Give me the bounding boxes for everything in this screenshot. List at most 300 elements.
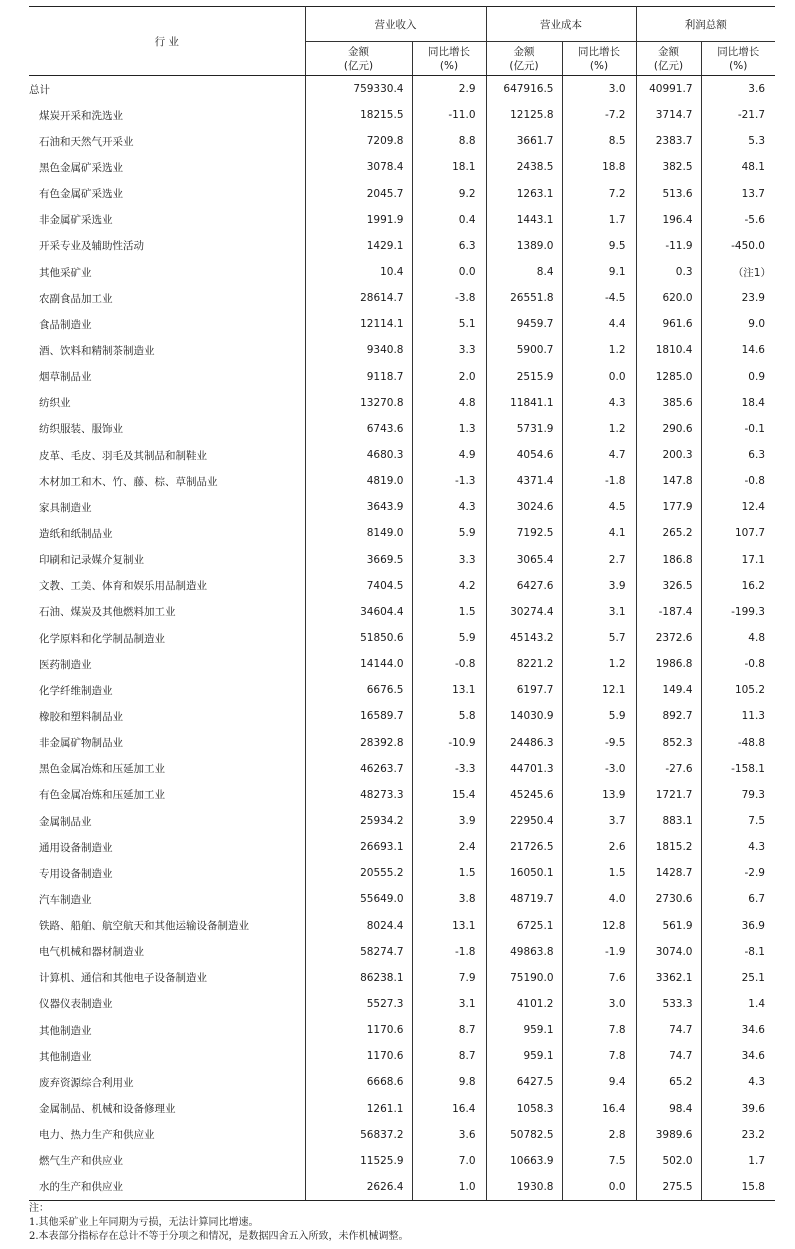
cost-growth-cell: 2.8 (562, 1122, 636, 1148)
revenue-amount-cell: 56837.2 (305, 1122, 412, 1148)
table-row (29, 154, 775, 180)
cost-growth-cell: 4.3 (562, 390, 636, 416)
cost-growth-cell: 4.7 (562, 442, 636, 468)
amount-unit-label: (亿元) (343, 59, 374, 72)
cost-amount-cell: 24486.3 (486, 730, 562, 756)
profit-growth-cell: -0.8 (701, 468, 775, 494)
profit-amount-cell: 186.8 (636, 547, 701, 573)
note-2: 2.本表部分指标存在总计不等于分项之和情况，是数据四舍五入所致，未作机械调整。 (29, 1231, 409, 1243)
revenue-amount-cell: 20555.2 (305, 860, 412, 886)
revenue-growth-cell: 5.9 (412, 625, 486, 651)
revenue-header: 营业收入 (305, 7, 486, 42)
revenue-amount-cell: 8024.4 (305, 913, 412, 939)
profit-growth-cell: 14.6 (701, 337, 775, 363)
profit-growth-cell: -0.8 (701, 651, 775, 677)
revenue-amount-cell: 13270.8 (305, 390, 412, 416)
profit-header: 利润总额 (636, 7, 775, 42)
cost-amount-header (486, 42, 562, 76)
growth-unit-label: (%) (439, 59, 459, 72)
table-row (29, 547, 775, 573)
profit-amount-cell: 533.3 (636, 991, 701, 1017)
revenue-amount-cell: 25934.2 (305, 808, 412, 834)
industry-name-cell: 其他制造业 (39, 1050, 92, 1063)
industry-name-cell: 木材加工和木、竹、藤、棕、草制品业 (39, 475, 218, 488)
profit-amount-cell: 98.4 (636, 1095, 701, 1121)
profit-amount-cell: 2730.6 (636, 886, 701, 912)
industry-name-cell: 文教、工美、体育和娱乐用品制造业 (39, 580, 207, 593)
cost-growth-cell: 9.5 (562, 233, 636, 259)
profit-amount-cell: 326.5 (636, 573, 701, 599)
cost-growth-cell: 1.5 (562, 860, 636, 886)
profit-growth-cell: 48.1 (701, 154, 775, 180)
profit-growth-cell: 23.2 (701, 1122, 775, 1148)
revenue-amount-cell: 5527.3 (305, 991, 412, 1017)
revenue-growth-cell: 5.8 (412, 703, 486, 729)
profit-amount-cell: 852.3 (636, 730, 701, 756)
profit-amount-cell: 2383.7 (636, 128, 701, 154)
cost-growth-cell: 1.2 (562, 416, 636, 442)
cost-amount-cell: 2438.5 (486, 154, 562, 180)
revenue-growth-cell: 4.2 (412, 573, 486, 599)
growth-label: 同比增长 (717, 45, 760, 58)
table-row (29, 1043, 775, 1069)
industry-name-cell: 汽车制造业 (39, 893, 92, 906)
revenue-amount-header (305, 42, 412, 76)
cost-amount-cell: 16050.1 (486, 860, 562, 886)
growth-unit-label: (%) (729, 59, 748, 72)
industry-name-cell: 其他采矿业 (39, 266, 92, 279)
revenue-growth-cell: 5.9 (412, 520, 486, 546)
industry-name-cell: 煤炭开采和洗选业 (39, 109, 123, 122)
revenue-growth-cell: 8.7 (412, 1043, 486, 1069)
revenue-amount-cell: 1170.6 (305, 1017, 412, 1043)
cost-growth-cell: 5.9 (562, 703, 636, 729)
profit-growth-cell: 12.4 (701, 494, 775, 520)
profit-growth-cell: 6.7 (701, 886, 775, 912)
table-row (29, 207, 775, 233)
industry-name-cell: 酒、饮料和精制茶制造业 (39, 344, 155, 357)
profit-growth-cell: （注1） (701, 259, 775, 285)
revenue-amount-cell: 86238.1 (305, 965, 412, 991)
profit-growth-cell: 79.3 (701, 782, 775, 808)
industry-name-cell: 非金属矿采选业 (39, 214, 113, 227)
revenue-growth-cell: 3.3 (412, 547, 486, 573)
revenue-amount-cell: 6668.6 (305, 1069, 412, 1095)
revenue-growth-cell: 15.4 (412, 782, 486, 808)
cost-amount-cell: 6725.1 (486, 913, 562, 939)
revenue-growth-cell: -0.8 (412, 651, 486, 677)
profit-growth-header (701, 42, 775, 76)
table-row (29, 1017, 775, 1043)
table-row (29, 259, 775, 285)
profit-growth-cell: 4.3 (701, 1069, 775, 1095)
table-row (29, 756, 775, 782)
revenue-growth-cell: 6.3 (412, 233, 486, 259)
revenue-growth-cell: 8.7 (412, 1017, 486, 1043)
revenue-amount-cell: 1429.1 (305, 233, 412, 259)
revenue-growth-cell: -3.8 (412, 285, 486, 311)
revenue-amount-cell: 46263.7 (305, 756, 412, 782)
revenue-growth-cell: 1.0 (412, 1174, 486, 1201)
revenue-growth-cell: 4.3 (412, 494, 486, 520)
table-row (29, 677, 775, 703)
cost-amount-cell: 21726.5 (486, 834, 562, 860)
cost-growth-cell: 1.7 (562, 207, 636, 233)
industry-name-cell: 食品制造业 (39, 318, 92, 331)
revenue-amount-cell: 26693.1 (305, 834, 412, 860)
table-row (29, 102, 775, 128)
industry-name-cell: 化学纤维制造业 (39, 684, 113, 697)
cost-amount-cell: 6427.5 (486, 1069, 562, 1095)
cost-amount-cell: 4371.4 (486, 468, 562, 494)
industry-name-cell: 通用设备制造业 (39, 841, 113, 854)
revenue-growth-cell: 7.0 (412, 1148, 486, 1174)
profit-growth-cell: 107.7 (701, 520, 775, 546)
cost-amount-cell: 26551.8 (486, 285, 562, 311)
revenue-amount-cell: 28614.7 (305, 285, 412, 311)
cost-amount-cell: 6197.7 (486, 677, 562, 703)
industry-name-cell: 烟草制品业 (39, 371, 92, 384)
table-row (29, 991, 775, 1017)
revenue-growth-cell: 5.1 (412, 311, 486, 337)
table-row (29, 834, 775, 860)
cost-growth-cell: 5.7 (562, 625, 636, 651)
cost-header: 营业成本 (486, 7, 636, 42)
revenue-growth-cell: -1.3 (412, 468, 486, 494)
table-row (29, 913, 775, 939)
profit-growth-cell: -48.8 (701, 730, 775, 756)
profit-amount-header (636, 42, 701, 76)
table-row (29, 1122, 775, 1148)
profit-amount-cell: 1285.0 (636, 364, 701, 390)
table-row (29, 860, 775, 886)
revenue-amount-cell: 3078.4 (305, 154, 412, 180)
industry-name-cell: 铁路、船舶、航空航天和其他运输设备制造业 (39, 920, 249, 933)
profit-amount-cell: -187.4 (636, 599, 701, 625)
cost-growth-cell: 16.4 (562, 1095, 636, 1121)
revenue-growth-cell: 3.1 (412, 991, 486, 1017)
cost-amount-cell: 75190.0 (486, 965, 562, 991)
profit-growth-cell: -450.0 (701, 233, 775, 259)
cost-growth-cell: -4.5 (562, 285, 636, 311)
revenue-amount-cell: 18215.5 (305, 102, 412, 128)
revenue-growth-cell: 1.5 (412, 599, 486, 625)
cost-amount-cell: 22950.4 (486, 808, 562, 834)
profit-growth-cell: 0.9 (701, 364, 775, 390)
profit-amount-cell: 3362.1 (636, 965, 701, 991)
profit-amount-cell: 385.6 (636, 390, 701, 416)
cost-amount-cell: 49863.8 (486, 939, 562, 965)
cost-amount-cell: 1389.0 (486, 233, 562, 259)
profit-amount-cell: 961.6 (636, 311, 701, 337)
profit-growth-cell: 105.2 (701, 677, 775, 703)
table-row (29, 520, 775, 546)
industry-name-cell: 橡胶和塑料制品业 (39, 710, 123, 723)
profit-amount-cell: 513.6 (636, 181, 701, 207)
cost-growth-cell: 9.4 (562, 1069, 636, 1095)
revenue-growth-cell: 13.1 (412, 677, 486, 703)
profit-amount-cell: 147.8 (636, 468, 701, 494)
revenue-growth-cell: 3.8 (412, 886, 486, 912)
profit-amount-cell: 1810.4 (636, 337, 701, 363)
cost-amount-cell: 45143.2 (486, 625, 562, 651)
cost-growth-cell: 9.1 (562, 259, 636, 285)
industry-name-cell: 专用设备制造业 (39, 867, 113, 880)
industry-name-cell: 有色金属矿采选业 (39, 188, 123, 201)
profit-growth-cell: -0.1 (701, 416, 775, 442)
industry-name-cell: 燃气生产和供应业 (39, 1155, 123, 1168)
revenue-growth-cell: 9.8 (412, 1069, 486, 1095)
revenue-growth-cell: 2.9 (412, 76, 486, 103)
cost-growth-cell: 1.2 (562, 337, 636, 363)
profit-growth-cell: 4.8 (701, 625, 775, 651)
amount-label: 金额 (513, 45, 535, 58)
cost-amount-cell: 50782.5 (486, 1122, 562, 1148)
cost-growth-cell: 0.0 (562, 1174, 636, 1201)
cost-amount-cell: 959.1 (486, 1017, 562, 1043)
revenue-amount-cell: 16589.7 (305, 703, 412, 729)
table-row (29, 808, 775, 834)
table-row (29, 782, 775, 808)
profit-amount-cell: 1986.8 (636, 651, 701, 677)
cost-growth-cell: 4.5 (562, 494, 636, 520)
table-row (29, 468, 775, 494)
profit-growth-cell: 36.9 (701, 913, 775, 939)
revenue-amount-cell: 6676.5 (305, 677, 412, 703)
revenue-amount-cell: 3643.9 (305, 494, 412, 520)
cost-growth-cell: 13.9 (562, 782, 636, 808)
revenue-amount-cell: 12114.1 (305, 311, 412, 337)
industry-name-cell: 计算机、通信和其他电子设备制造业 (39, 972, 207, 985)
industry-name-cell: 总计 (29, 83, 50, 96)
cost-amount-cell: 1443.1 (486, 207, 562, 233)
growth-label: 同比增长 (578, 45, 620, 58)
industry-name-cell: 开采专业及辅助性活动 (39, 240, 144, 253)
profit-amount-cell: 1721.7 (636, 782, 701, 808)
cost-amount-cell: 14030.9 (486, 703, 562, 729)
amount-label: 金额 (348, 45, 369, 58)
revenue-growth-cell: 1.5 (412, 860, 486, 886)
table-row (29, 651, 775, 677)
profit-growth-cell: 7.5 (701, 808, 775, 834)
profit-growth-cell: -199.3 (701, 599, 775, 625)
cost-amount-cell: 6427.6 (486, 573, 562, 599)
profit-amount-cell: -27.6 (636, 756, 701, 782)
amount-unit-label: (亿元) (653, 59, 684, 72)
cost-amount-cell: 45245.6 (486, 782, 562, 808)
table-row (29, 703, 775, 729)
revenue-growth-cell: 18.1 (412, 154, 486, 180)
industry-name-cell: 仪器仪表制造业 (39, 998, 113, 1011)
table-row (29, 599, 775, 625)
cost-amount-cell: 8.4 (486, 259, 562, 285)
cost-growth-cell: 2.6 (562, 834, 636, 860)
industry-name-cell: 黑色金属冶炼和压延加工业 (39, 763, 165, 776)
cost-growth-cell: 3.1 (562, 599, 636, 625)
revenue-amount-cell: 28392.8 (305, 730, 412, 756)
industry-name-cell: 水的生产和供应业 (29, 1174, 305, 1201)
cost-growth-cell: 4.4 (562, 311, 636, 337)
profit-amount-cell: 290.6 (636, 416, 701, 442)
industry-name-cell: 纺织业 (39, 397, 71, 410)
table-row (29, 939, 775, 965)
revenue-amount-cell: 1261.1 (305, 1095, 412, 1121)
table-row (29, 285, 775, 311)
industry-name-cell: 电力、热力生产和供应业 (39, 1129, 155, 1142)
industry-name-cell: 黑色金属矿采选业 (39, 161, 123, 174)
cost-growth-cell: -7.2 (562, 102, 636, 128)
revenue-amount-cell: 9340.8 (305, 337, 412, 363)
cost-growth-cell: 7.5 (562, 1148, 636, 1174)
profit-amount-cell: 265.2 (636, 520, 701, 546)
industry-name-cell: 家具制造业 (39, 501, 92, 514)
table-row (29, 1148, 775, 1174)
profit-amount-cell: 502.0 (636, 1148, 701, 1174)
cost-amount-cell: 10663.9 (486, 1148, 562, 1174)
cost-growth-cell: 12.1 (562, 677, 636, 703)
profit-growth-cell: 17.1 (701, 547, 775, 573)
revenue-growth-cell: -3.3 (412, 756, 486, 782)
cost-growth-cell: 7.8 (562, 1017, 636, 1043)
profit-amount-cell: 382.5 (636, 154, 701, 180)
profit-amount-cell: 149.4 (636, 677, 701, 703)
cost-amount-cell: 3024.6 (486, 494, 562, 520)
profit-amount-cell: 1428.7 (636, 860, 701, 886)
statistics-table-sheet (29, 6, 775, 1244)
cost-amount-cell: 647916.5 (486, 76, 562, 103)
profit-growth-cell: 5.3 (701, 128, 775, 154)
table-header (29, 7, 775, 76)
notes-heading: 注： (29, 1203, 49, 1215)
industry-name-cell: 纺织服装、服饰业 (39, 423, 123, 436)
industry-name-cell: 有色金属冶炼和压延加工业 (39, 789, 165, 802)
table-row (29, 128, 775, 154)
cost-growth-cell: -3.0 (562, 756, 636, 782)
profit-amount-cell: 3074.0 (636, 939, 701, 965)
profit-growth-cell: 25.1 (701, 965, 775, 991)
table-row (29, 1174, 775, 1201)
table-notes (29, 1202, 775, 1244)
cost-growth-cell: 4.1 (562, 520, 636, 546)
revenue-amount-cell: 58274.7 (305, 939, 412, 965)
profit-growth-cell: 34.6 (701, 1017, 775, 1043)
table-row (29, 494, 775, 520)
revenue-growth-cell: 3.9 (412, 808, 486, 834)
revenue-growth-cell: 4.8 (412, 390, 486, 416)
revenue-amount-cell: 1170.6 (305, 1043, 412, 1069)
revenue-amount-cell: 55649.0 (305, 886, 412, 912)
cost-growth-cell: -1.8 (562, 468, 636, 494)
profit-amount-cell: 620.0 (636, 285, 701, 311)
cost-growth-cell: -9.5 (562, 730, 636, 756)
revenue-amount-cell: 2626.4 (305, 1174, 412, 1201)
industry-name-cell: 金属制品、机械和设备修理业 (39, 1103, 176, 1116)
table-row (29, 337, 775, 363)
profit-growth-cell: -8.1 (701, 939, 775, 965)
industry-name-cell: 电气机械和器材制造业 (39, 946, 144, 959)
cost-growth-cell: 7.8 (562, 1043, 636, 1069)
industry-name-cell: 石油、煤炭及其他燃料加工业 (39, 606, 176, 619)
revenue-amount-cell: 1991.9 (305, 207, 412, 233)
profit-amount-cell: 3714.7 (636, 102, 701, 128)
cost-growth-cell: 0.0 (562, 364, 636, 390)
profit-growth-cell: 13.7 (701, 181, 775, 207)
industry-header: 行 业 (29, 7, 305, 76)
profit-growth-cell: 34.6 (701, 1043, 775, 1069)
profit-growth-cell: 3.6 (701, 76, 775, 103)
table-row (29, 390, 775, 416)
revenue-amount-cell: 51850.6 (305, 625, 412, 651)
cost-growth-cell: 3.0 (562, 991, 636, 1017)
cost-amount-cell: 44701.3 (486, 756, 562, 782)
profit-growth-cell: -5.6 (701, 207, 775, 233)
profit-growth-cell: -2.9 (701, 860, 775, 886)
profit-amount-cell: 275.5 (636, 1174, 701, 1201)
cost-growth-cell: -1.9 (562, 939, 636, 965)
amount-label: 金额 (658, 45, 679, 58)
cost-amount-cell: 4054.6 (486, 442, 562, 468)
cost-amount-cell: 3661.7 (486, 128, 562, 154)
cost-amount-cell: 8221.2 (486, 651, 562, 677)
profit-amount-cell: 74.7 (636, 1043, 701, 1069)
industry-name-cell: 废弃资源综合利用业 (39, 1076, 134, 1089)
revenue-growth-cell: 16.4 (412, 1095, 486, 1121)
profit-amount-cell: 1815.2 (636, 834, 701, 860)
industry-name-cell: 皮革、毛皮、羽毛及其制品和制鞋业 (39, 449, 207, 462)
revenue-amount-cell: 3669.5 (305, 547, 412, 573)
profit-growth-cell: 1.7 (701, 1148, 775, 1174)
revenue-amount-cell: 8149.0 (305, 520, 412, 546)
cost-growth-cell: 7.6 (562, 965, 636, 991)
revenue-growth-cell: 7.9 (412, 965, 486, 991)
industry-name-cell: 其他制造业 (39, 1024, 92, 1037)
cost-growth-cell: 2.7 (562, 547, 636, 573)
table-row (29, 1095, 775, 1121)
cost-growth-cell: 8.5 (562, 128, 636, 154)
profit-growth-cell: -21.7 (701, 102, 775, 128)
profit-amount-cell: 65.2 (636, 1069, 701, 1095)
industry-name-cell: 石油和天然气开采业 (39, 135, 134, 148)
revenue-amount-cell: 7404.5 (305, 573, 412, 599)
revenue-growth-cell: -1.8 (412, 939, 486, 965)
cost-amount-cell: 11841.1 (486, 390, 562, 416)
cost-growth-cell: 18.8 (562, 154, 636, 180)
revenue-growth-cell: 0.4 (412, 207, 486, 233)
revenue-amount-cell: 11525.9 (305, 1148, 412, 1174)
total-row (29, 76, 775, 103)
revenue-growth-cell: 1.3 (412, 416, 486, 442)
revenue-growth-cell: -10.9 (412, 730, 486, 756)
revenue-growth-cell: -11.0 (412, 102, 486, 128)
cost-amount-cell: 7192.5 (486, 520, 562, 546)
table-row (29, 625, 775, 651)
revenue-growth-cell: 13.1 (412, 913, 486, 939)
revenue-amount-cell: 48273.3 (305, 782, 412, 808)
profit-amount-cell: 883.1 (636, 808, 701, 834)
industry-name-cell: 非金属矿物制品业 (39, 737, 123, 750)
profit-growth-cell: 11.3 (701, 703, 775, 729)
revenue-amount-cell: 10.4 (305, 259, 412, 285)
profit-growth-cell: 9.0 (701, 311, 775, 337)
growth-unit-label: (%) (589, 59, 609, 72)
profit-amount-cell: 892.7 (636, 703, 701, 729)
revenue-growth-cell: 4.9 (412, 442, 486, 468)
revenue-growth-cell: 0.0 (412, 259, 486, 285)
table-row (29, 730, 775, 756)
profit-growth-cell: 15.8 (701, 1174, 775, 1201)
revenue-growth-cell: 9.2 (412, 181, 486, 207)
revenue-amount-cell: 4819.0 (305, 468, 412, 494)
